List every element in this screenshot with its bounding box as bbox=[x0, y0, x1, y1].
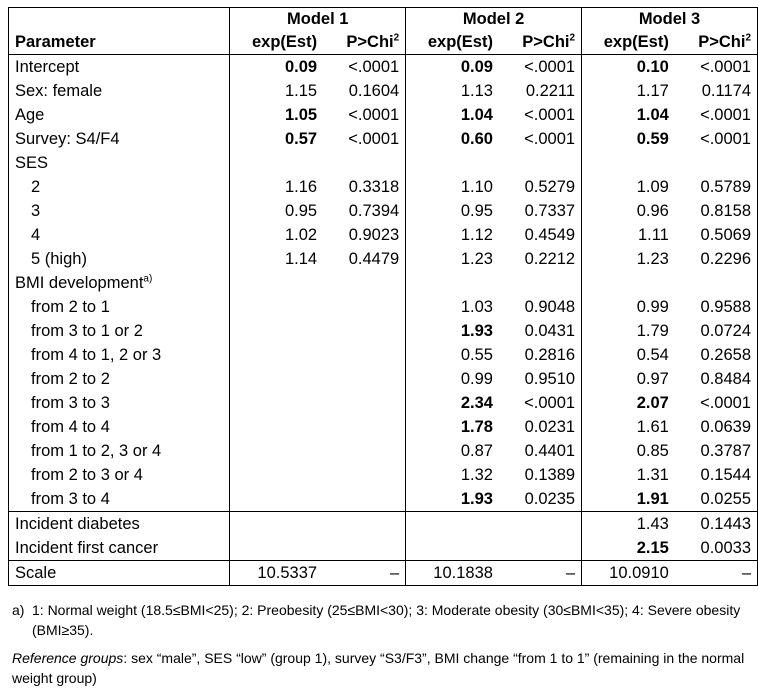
estimate-cell: 2.34 bbox=[460, 394, 493, 412]
p-value-cell: <.0001 bbox=[673, 127, 758, 151]
p-value-cell: 0.5279 bbox=[497, 175, 582, 199]
table-row bbox=[9, 199, 758, 223]
p-value-cell: 0.5069 bbox=[673, 223, 758, 247]
model-3-header: Model 3 bbox=[582, 8, 758, 31]
estimate-cell: 1.32 bbox=[460, 466, 493, 484]
p-value-cell: 0.1174 bbox=[673, 79, 758, 103]
estimate-cell: 0.09 bbox=[284, 58, 318, 76]
estimate-cell: 10.5337 bbox=[230, 561, 321, 586]
estimate-cell: 1.02 bbox=[284, 226, 318, 244]
estimate-cell: 1.16 bbox=[284, 178, 318, 196]
p-value-cell: 0.2816 bbox=[497, 343, 582, 367]
table-row bbox=[9, 175, 758, 199]
parameter-header: Parameter bbox=[9, 30, 230, 55]
p-value-cell: 0.1604 bbox=[321, 79, 406, 103]
p-value-cell: 0.8158 bbox=[673, 199, 758, 223]
table-row bbox=[9, 536, 758, 561]
estimate-cell: 1.17 bbox=[636, 82, 669, 100]
p-value-cell bbox=[321, 512, 406, 537]
p-value-cell: 0.7394 bbox=[321, 199, 406, 223]
table-row bbox=[9, 512, 758, 537]
estimate-cell bbox=[230, 343, 321, 367]
p-value-cell: <.0001 bbox=[673, 103, 758, 127]
estimate-cell: 1.91 bbox=[582, 487, 673, 512]
table-row bbox=[9, 55, 758, 80]
p-value-cell: 0.0255 bbox=[673, 487, 758, 512]
p-value-cell: 0.9588 bbox=[673, 295, 758, 319]
parameter-cell: from 2 to 3 or 4 bbox=[9, 463, 230, 487]
estimate-cell: 1.93 bbox=[460, 322, 493, 340]
p-value-cell: 0.0639 bbox=[673, 415, 758, 439]
estimate-cell bbox=[230, 295, 321, 319]
p-value-cell bbox=[497, 151, 582, 175]
table-row bbox=[9, 487, 758, 512]
estimate-cell: 1.09 bbox=[636, 178, 669, 196]
estimate-cell bbox=[230, 512, 321, 537]
p-value-cell bbox=[321, 271, 406, 295]
estimate-cell: 0.99 bbox=[460, 370, 493, 388]
p-value-cell bbox=[673, 151, 758, 175]
estimate-cell: 0.57 bbox=[284, 130, 318, 148]
p-value-cell: 0.1443 bbox=[673, 512, 758, 537]
estimate-cell: 0.60 bbox=[460, 130, 493, 148]
estimate-cell bbox=[230, 391, 321, 415]
p-value-cell: <.0001 bbox=[673, 55, 758, 80]
p-value-cell: 0.4401 bbox=[497, 439, 582, 463]
estimate-cell bbox=[230, 536, 321, 561]
table-row bbox=[9, 127, 758, 151]
model-2-header: Model 2 bbox=[406, 8, 582, 31]
table-row bbox=[9, 223, 758, 247]
p-value-cell: – bbox=[321, 561, 406, 586]
estimate-cell: 1.78 bbox=[460, 418, 493, 436]
p-value-cell: – bbox=[673, 561, 758, 586]
p-value-cell bbox=[497, 271, 582, 295]
footnote-a-marker: a) bbox=[12, 602, 25, 618]
p-value-cell: 0.2211 bbox=[497, 79, 582, 103]
reference-groups-label: Reference groups bbox=[12, 650, 124, 666]
p-value-cell: 0.9510 bbox=[497, 367, 582, 391]
estimate-cell: 2.15 bbox=[582, 536, 673, 561]
table-body bbox=[9, 55, 758, 586]
p-value-cell: 0.8484 bbox=[673, 367, 758, 391]
p-value-cell: 0.0431 bbox=[497, 319, 582, 343]
estimate-cell: 1.93 bbox=[406, 487, 497, 512]
table-row bbox=[9, 271, 758, 295]
estimate-cell: 1.79 bbox=[636, 322, 669, 340]
estimate-cell: 2.07 bbox=[636, 394, 669, 412]
p-value-cell: 0.9023 bbox=[321, 223, 406, 247]
parameter-cell: from 4 to 1, 2 or 3 bbox=[9, 343, 230, 367]
estimate-cell: 1.14 bbox=[284, 250, 318, 268]
estimate-cell: 0.87 bbox=[460, 442, 493, 460]
p-value-cell: 0.4479 bbox=[321, 247, 406, 271]
regression-table bbox=[8, 7, 758, 586]
parameter-cell: BMI development$^{a)}$ bbox=[9, 271, 230, 295]
estimate-cell: 10.1838 bbox=[406, 561, 497, 586]
footnote-a bbox=[12, 600, 752, 640]
parameter-cell: from 3 to 3 bbox=[9, 391, 230, 415]
parameter-cell: Incident diabetes bbox=[9, 512, 230, 537]
estimate-cell bbox=[230, 319, 321, 343]
estimate-cell: 1.11 bbox=[637, 226, 669, 244]
parameter-cell: Intercept bbox=[9, 55, 230, 80]
estimate-cell bbox=[582, 151, 673, 175]
p-value-cell: <.0001 bbox=[497, 55, 582, 80]
p-value-cell bbox=[321, 536, 406, 561]
table-row bbox=[9, 343, 758, 367]
estimate-cell bbox=[230, 271, 321, 295]
p-value-cell bbox=[497, 536, 582, 561]
p-value-cell: 0.5789 bbox=[673, 175, 758, 199]
est-header: exp(Est) bbox=[406, 30, 497, 55]
estimate-cell: 0.97 bbox=[636, 370, 669, 388]
header-empty-cell bbox=[9, 8, 230, 31]
reference-groups-note bbox=[12, 648, 752, 688]
p-value-cell: 0.2296 bbox=[673, 247, 758, 271]
estimate-cell bbox=[406, 536, 497, 561]
table-row bbox=[9, 151, 758, 175]
parameter-cell: 4 bbox=[9, 223, 230, 247]
parameter-cell: Incident first cancer bbox=[9, 536, 230, 561]
p-value-cell: <.0001 bbox=[497, 103, 582, 127]
p-header: P>Chi$^2$ bbox=[321, 30, 406, 55]
estimate-cell: 1.04 bbox=[460, 106, 493, 124]
table-row bbox=[9, 103, 758, 127]
estimate-cell bbox=[230, 415, 321, 439]
footnote-a-text: 1: Normal weight (18.5≤BMI<25); 2: Preobesity (25≤BMI<30); 3: Moderate obesity (30≤BMI<35); 4: Severe obesity (BMI≥35). bbox=[32, 602, 741, 638]
p-value-cell: – bbox=[497, 561, 582, 586]
parameter-cell: 5 (high) bbox=[9, 247, 230, 271]
parameter-cell: SES bbox=[9, 151, 230, 175]
parameter-cell: from 3 to 4 bbox=[9, 487, 230, 512]
estimate-cell bbox=[406, 512, 497, 537]
p-value-cell: <.0001 bbox=[673, 391, 758, 415]
parameter-cell: from 1 to 2, 3 or 4 bbox=[9, 439, 230, 463]
estimate-cell: 0.10 bbox=[636, 58, 669, 76]
estimate-cell bbox=[230, 487, 321, 512]
parameter-cell: 2 bbox=[9, 175, 230, 199]
footnotes bbox=[12, 600, 752, 688]
parameter-cell: Scale bbox=[9, 561, 230, 586]
p-value-cell: 0.0235 bbox=[497, 487, 582, 512]
p-value-cell: <.0001 bbox=[497, 391, 582, 415]
estimate-cell: 0.96 bbox=[636, 202, 669, 220]
p-value-cell: 0.1544 bbox=[673, 463, 758, 487]
estimate-cell: 0.59 bbox=[636, 130, 669, 148]
p-value-cell: <.0001 bbox=[321, 127, 406, 151]
estimate-cell bbox=[230, 463, 321, 487]
p-value-cell: 0.0033 bbox=[673, 536, 758, 561]
parameter-cell: from 4 to 4 bbox=[9, 415, 230, 439]
estimate-cell: 0.99 bbox=[636, 298, 669, 316]
model-header-row bbox=[9, 8, 758, 31]
estimate-cell: 0.85 bbox=[636, 442, 669, 460]
column-header-row bbox=[9, 30, 758, 55]
parameter-cell: from 3 to 1 or 2 bbox=[9, 319, 230, 343]
p-value-cell: 0.3787 bbox=[673, 439, 758, 463]
table-row bbox=[9, 463, 758, 487]
p-value-cell bbox=[321, 343, 406, 367]
p-value-cell: 0.2212 bbox=[497, 247, 582, 271]
p-value-cell: 0.4549 bbox=[497, 223, 582, 247]
p-value-cell: 0.9048 bbox=[497, 295, 582, 319]
estimate-cell: 1.10 bbox=[460, 178, 493, 196]
parameter-cell: from 2 to 2 bbox=[9, 367, 230, 391]
p-value-cell bbox=[321, 463, 406, 487]
estimate-cell: 0.95 bbox=[284, 202, 318, 220]
table-row bbox=[9, 367, 758, 391]
model-1-header: Model 1 bbox=[230, 8, 406, 31]
p-value-cell: 0.1389 bbox=[497, 463, 582, 487]
estimate-cell: 1.15 bbox=[284, 82, 318, 100]
estimate-cell: 0.55 bbox=[460, 346, 493, 364]
p-value-cell bbox=[321, 319, 406, 343]
table-row bbox=[9, 247, 758, 271]
p-value-cell: 0.7337 bbox=[497, 199, 582, 223]
estimate-cell: 1.12 bbox=[460, 226, 493, 244]
p-value-cell bbox=[321, 367, 406, 391]
parameter-cell: 3 bbox=[9, 199, 230, 223]
estimate-cell bbox=[582, 271, 673, 295]
table-row bbox=[9, 319, 758, 343]
estimate-cell: 1.61 bbox=[636, 418, 669, 436]
estimate-cell bbox=[230, 439, 321, 463]
estimate-cell: 1.31 bbox=[636, 466, 669, 484]
estimate-cell: 1.43 bbox=[636, 515, 669, 533]
p-value-cell: <.0001 bbox=[321, 55, 406, 80]
table-row bbox=[9, 439, 758, 463]
estimate-cell bbox=[230, 151, 321, 175]
p-header: P>Chi$^2$ bbox=[673, 30, 758, 55]
p-header: P>Chi$^2$ bbox=[497, 30, 582, 55]
p-value-cell bbox=[321, 487, 406, 512]
table-row bbox=[9, 415, 758, 439]
estimate-cell: 1.03 bbox=[460, 298, 493, 316]
estimate-cell bbox=[230, 367, 321, 391]
p-value-cell: 0.0231 bbox=[497, 415, 582, 439]
p-value-cell bbox=[321, 151, 406, 175]
p-value-cell bbox=[321, 391, 406, 415]
p-value-cell: <.0001 bbox=[497, 127, 582, 151]
parameter-cell: Survey: S4/F4 bbox=[9, 127, 230, 151]
table-row bbox=[9, 561, 758, 586]
estimate-cell: 1.13 bbox=[460, 82, 493, 100]
parameter-cell: Age bbox=[9, 103, 230, 127]
p-value-cell bbox=[321, 295, 406, 319]
table-row bbox=[9, 295, 758, 319]
estimate-cell: 0.54 bbox=[636, 346, 669, 364]
parameter-cell: from 2 to 1 bbox=[9, 295, 230, 319]
p-value-cell: 0.2658 bbox=[673, 343, 758, 367]
estimate-cell: 1.04 bbox=[636, 106, 669, 124]
est-header: exp(Est) bbox=[582, 30, 673, 55]
reference-groups-text: : sex “male”, SES “low” (group 1), survey “S3/F3”, BMI change “from 1 to 1” (remaining in the normal weight group) bbox=[12, 650, 745, 686]
estimate-cell: 1.23 bbox=[636, 250, 669, 268]
estimate-cell: 1.23 bbox=[460, 250, 493, 268]
p-value-cell: <.0001 bbox=[321, 103, 406, 127]
p-value-cell: 0.3318 bbox=[321, 175, 406, 199]
estimate-cell: 0.09 bbox=[460, 58, 493, 76]
estimate-cell: 0.95 bbox=[460, 202, 493, 220]
parameter-cell: Sex: female bbox=[9, 79, 230, 103]
estimate-cell bbox=[406, 151, 497, 175]
estimate-cell: 1.05 bbox=[284, 106, 318, 124]
table-row bbox=[9, 79, 758, 103]
estimate-cell bbox=[406, 271, 497, 295]
p-value-cell: 0.0724 bbox=[673, 319, 758, 343]
p-value-cell bbox=[321, 415, 406, 439]
p-value-cell bbox=[497, 512, 582, 537]
p-value-cell bbox=[673, 271, 758, 295]
est-header: exp(Est) bbox=[230, 30, 321, 55]
p-value-cell bbox=[321, 439, 406, 463]
table-row bbox=[9, 391, 758, 415]
estimate-cell: 10.0910 bbox=[582, 561, 673, 586]
